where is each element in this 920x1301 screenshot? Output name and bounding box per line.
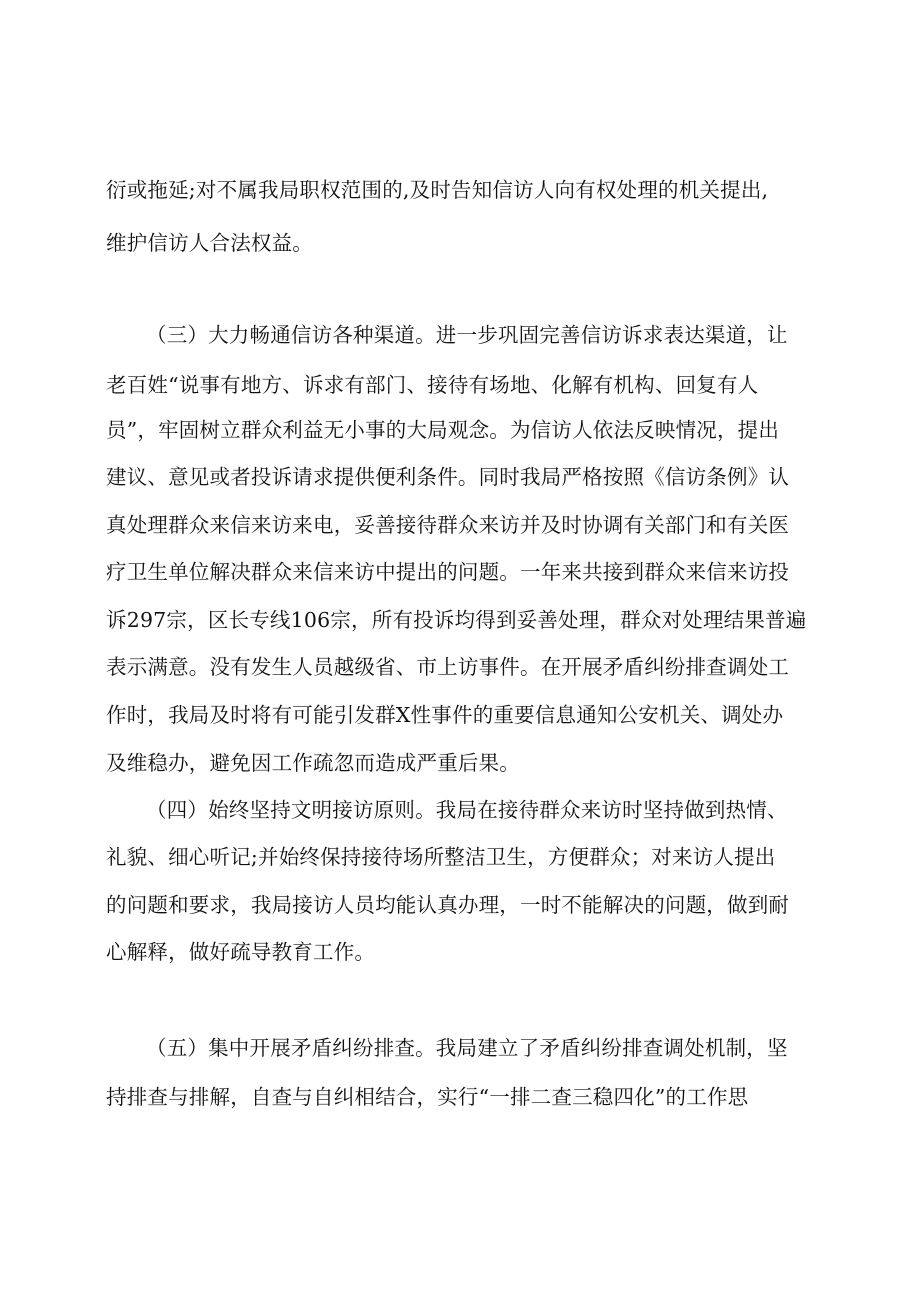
text-line: 维护信访人合法权益。 xyxy=(106,231,313,255)
text-line: 疗卫生单位解决群众来信来访中提出的问题。一年来共接到群众来信来访投 xyxy=(106,560,790,584)
text-line: 及维稳办，避免因工作疏忽而造成严重后果。 xyxy=(106,751,520,775)
text-line: 持排查与排解，自查与自纠相结合，实行“一排二查三稳四化”的工作思 xyxy=(106,1085,749,1109)
text-line: 老百姓“说事有地方、诉求有部门、接待有场地、化解有机构、回复有人 xyxy=(106,373,759,397)
text-line: 作时，我局及时将有可能引发群X性事件的重要信息通知公安机关、调处办 xyxy=(106,703,784,727)
paragraph-heading-line: （五）集中开展矛盾纠纷排查。我局建立了矛盾纠纷排查调处机制，坚 xyxy=(146,1036,788,1060)
text-line: 真处理群众来信来访来电，妥善接待群众来访并及时协调有关部门和有关医 xyxy=(106,513,790,537)
text-line: 员”，牢固树立群众利益无小事的大局观念。为信访人依法反映情况，提出 xyxy=(106,418,780,442)
text-line: 诉297宗，区长专线106宗，所有投诉均得到妥善处理，群众对处理结果普遍 xyxy=(106,608,807,632)
text-line: 的问题和要求，我局接访人员均能认真办理，一时不能解决的问题，做到耐 xyxy=(106,893,790,917)
text-line: 建议、意见或者投诉请求提供便利条件。同时我局严格按照《信访条例》认 xyxy=(106,465,790,489)
text-line: 衍或拖延;对不属我局职权范围的,及时告知信访人向有权处理的机关提出, xyxy=(106,178,769,202)
text-line: 表示满意。没有发生人员越级省、市上访事件。在开展矛盾纠纷排查调处工 xyxy=(106,655,790,679)
paragraph-heading-line: （三）大力畅通信访各种渠道。进一步巩固完善信访诉求表达渠道，让 xyxy=(146,323,788,347)
text-line: 心解释，做好疏导教育工作。 xyxy=(106,940,376,964)
paragraph-heading-line: （四）始终坚持文明接访原则。我局在接待群众来访时坚持做到热情、 xyxy=(146,798,788,822)
text-line: 礼貌、细心听记;并始终保持接待场所整洁卫生，方便群众；对来访人提出 xyxy=(106,845,776,869)
